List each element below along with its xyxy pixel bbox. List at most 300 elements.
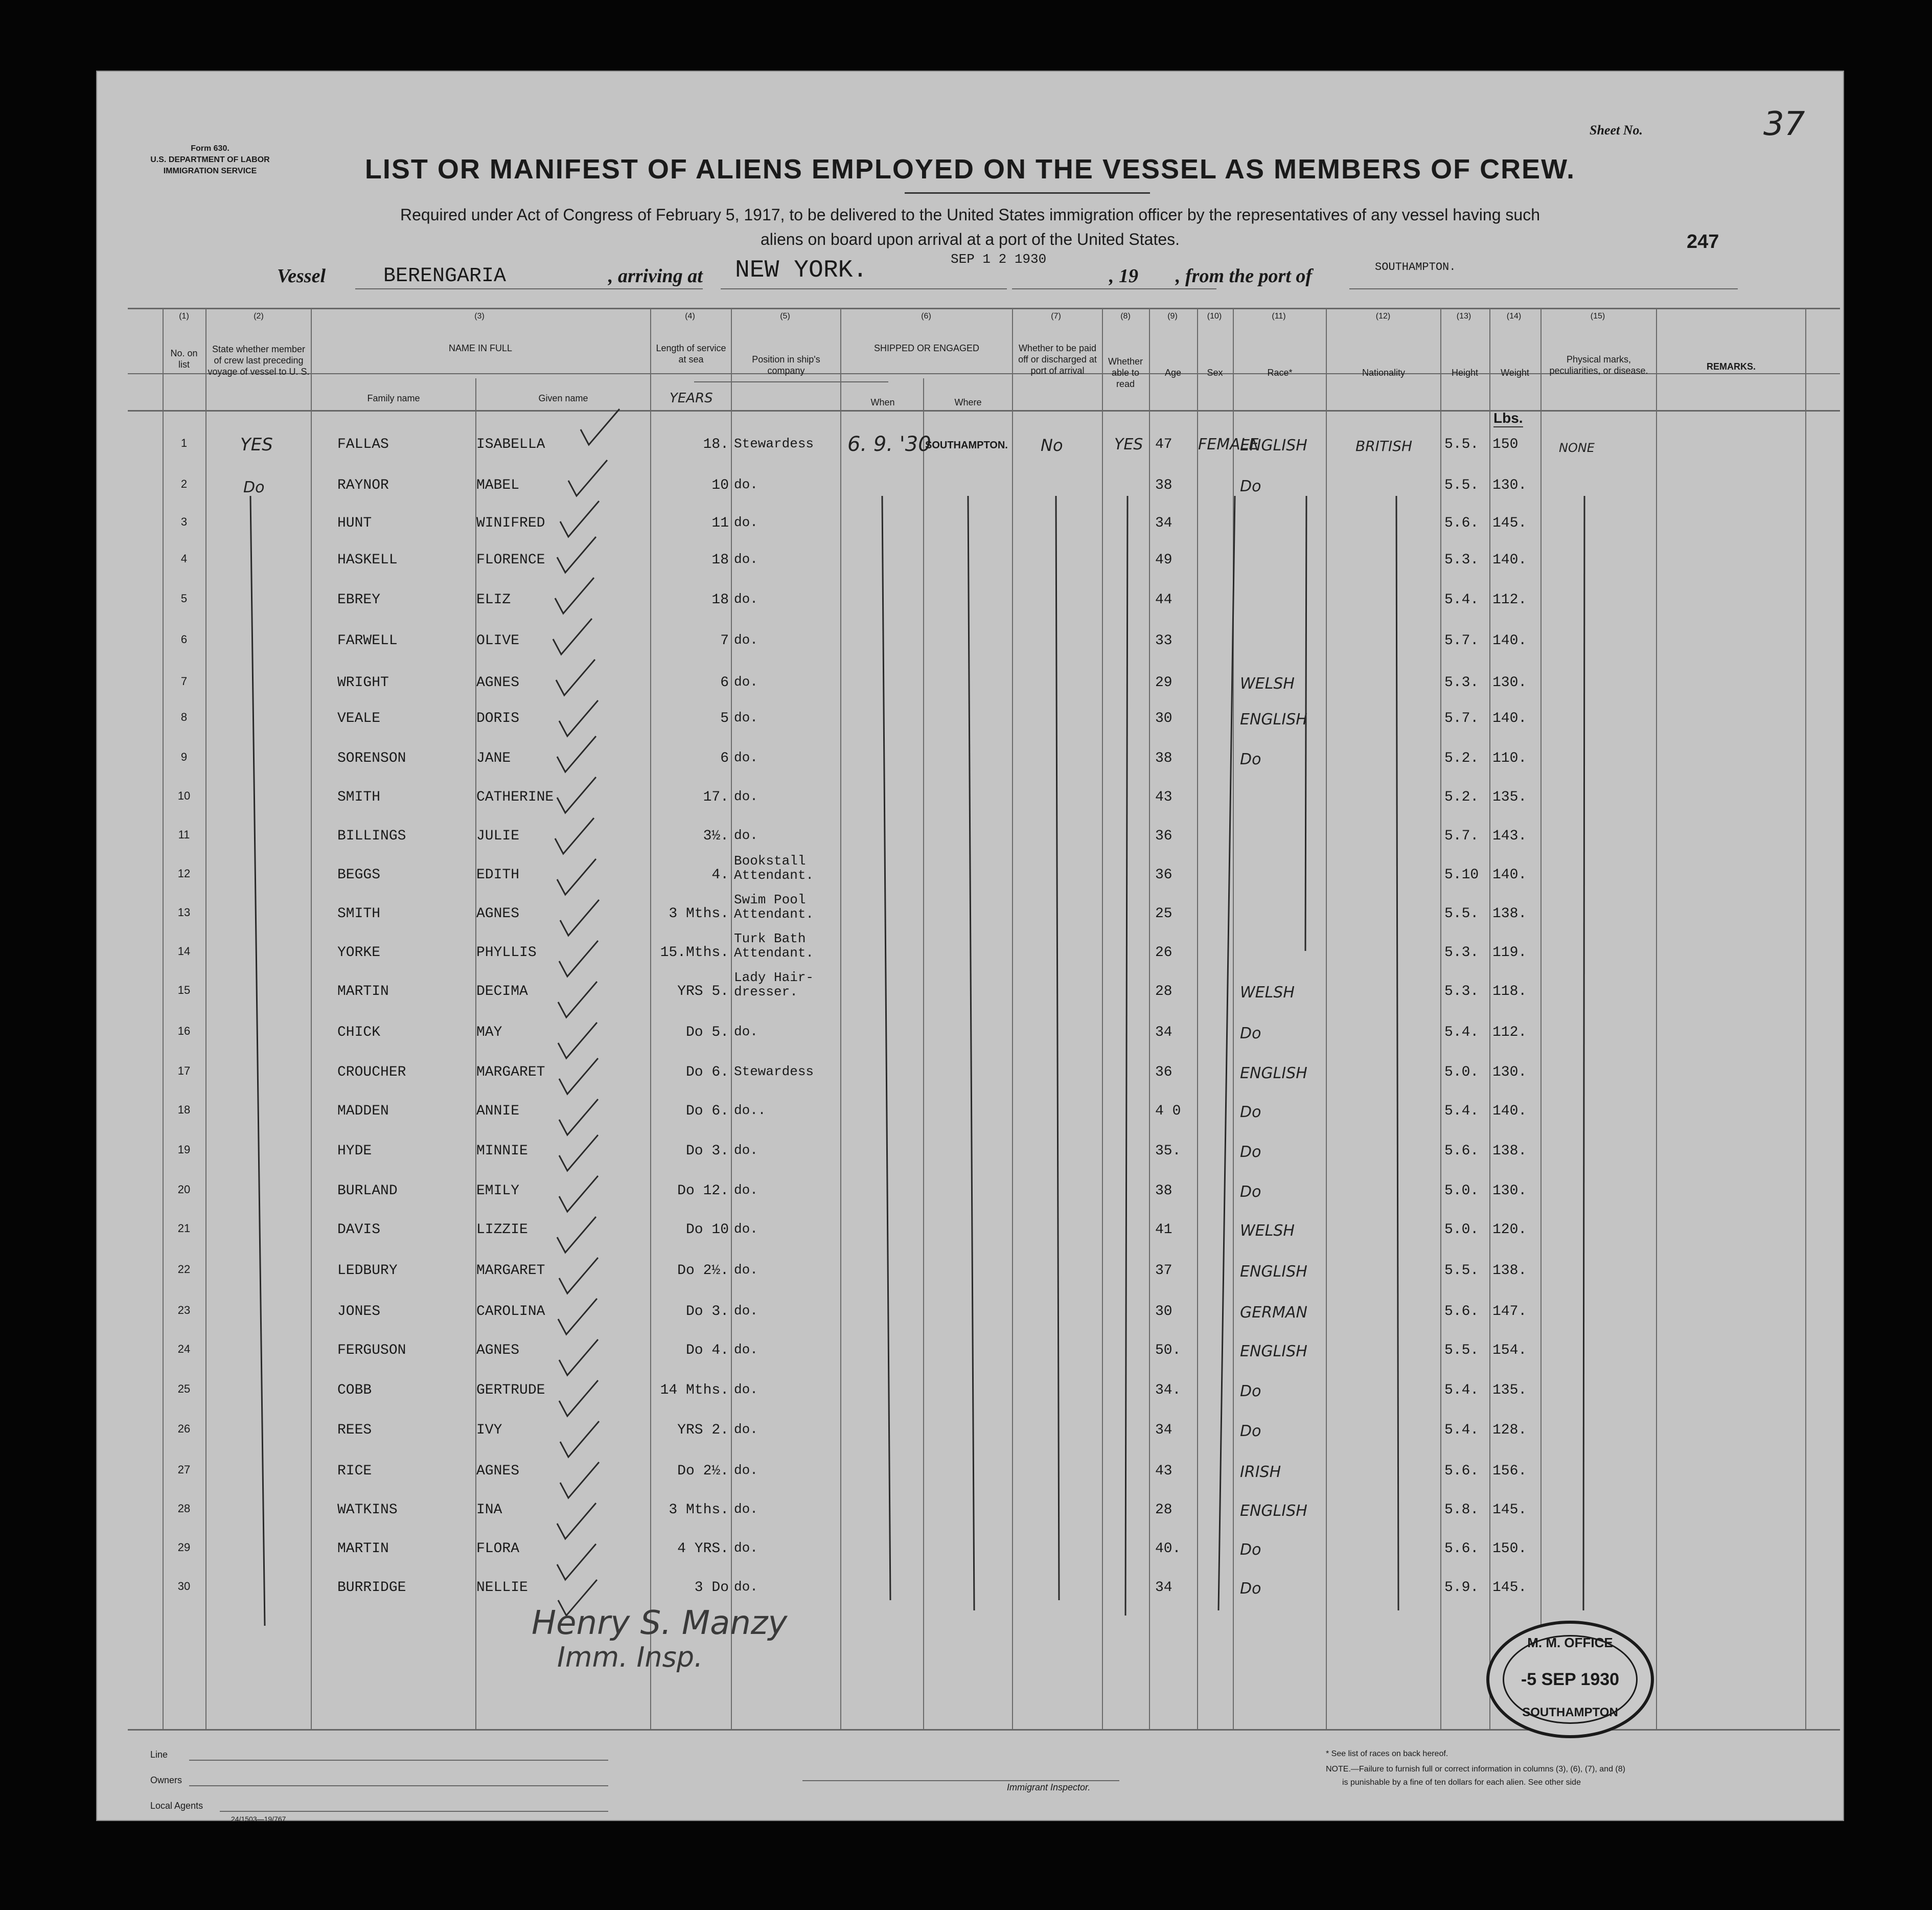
- family-name: HYDE: [337, 1143, 372, 1159]
- race: IRISH: [1240, 1463, 1281, 1481]
- paid-off-value: No: [1041, 436, 1063, 455]
- row-number: 2: [180, 478, 188, 490]
- row-number: 7: [180, 675, 188, 688]
- weight: 112.: [1492, 1025, 1527, 1040]
- age: 28: [1155, 1502, 1172, 1518]
- length-of-service: YRS 2.: [677, 1422, 729, 1438]
- height: 5.3.: [1444, 984, 1479, 999]
- inspector-signature-title: Imm. Insp.: [557, 1641, 703, 1673]
- race: Do: [1240, 1422, 1261, 1440]
- family-name: JONES: [337, 1304, 381, 1320]
- row-number: 12: [177, 867, 191, 880]
- height: 5.5.: [1444, 1343, 1479, 1358]
- position: do.: [734, 1422, 758, 1437]
- length-of-service: 3½.: [703, 828, 729, 844]
- header-shipped-engaged: SHIPPED OR ENGAGED: [873, 343, 980, 353]
- given-name: CATHERINE: [476, 789, 554, 805]
- age: 34: [1155, 1580, 1172, 1596]
- age: 30: [1155, 711, 1172, 726]
- height: 5.2.: [1444, 751, 1479, 766]
- height: 5.4.: [1444, 1025, 1479, 1040]
- family-name: RAYNOR: [337, 478, 389, 493]
- length-of-service: 10: [711, 478, 729, 493]
- weight-unit: Lbs.: [1493, 410, 1523, 427]
- race: ENGLISH: [1240, 1343, 1307, 1360]
- race: Do: [1240, 1541, 1261, 1559]
- height: 5.6.: [1444, 1143, 1479, 1159]
- family-name: DAVIS: [337, 1222, 381, 1238]
- given-name: GERTRUDE: [476, 1382, 545, 1398]
- weight: 135.: [1492, 1382, 1527, 1398]
- position: do.: [734, 710, 758, 725]
- family-name: BEGGS: [337, 867, 381, 883]
- given-name: CAROLINA: [476, 1304, 545, 1320]
- column-number: (14): [1506, 312, 1522, 321]
- position: do.: [734, 1183, 758, 1198]
- family-name: FALLAS: [337, 437, 389, 452]
- age: 29: [1155, 675, 1172, 691]
- family-name: SMITH: [337, 789, 381, 805]
- height: 5.9.: [1444, 1580, 1479, 1596]
- footer-agents-label: Local Agents: [150, 1801, 203, 1811]
- weight: 145.: [1492, 1580, 1527, 1596]
- header-length-of-service: Length of service at sea: [656, 343, 726, 365]
- length-of-service: Do 10: [685, 1222, 729, 1238]
- row-number: 27: [177, 1463, 191, 1476]
- form-number: Form 630.: [191, 144, 229, 153]
- race: ENGLISH: [1240, 1064, 1307, 1082]
- weight: 140.: [1492, 633, 1527, 649]
- weight: 140.: [1492, 552, 1527, 568]
- family-name: HUNT: [337, 515, 372, 531]
- weight: 143.: [1492, 828, 1527, 844]
- position: do.: [734, 632, 758, 648]
- row-number: 10: [177, 789, 191, 802]
- given-name: AGNES: [476, 1463, 520, 1479]
- row-number: 15: [177, 984, 191, 996]
- row-number: 16: [177, 1025, 191, 1037]
- length-of-service: 18: [711, 592, 729, 608]
- race: ENGLISH: [1240, 1263, 1307, 1281]
- given-name: ELIZ: [476, 592, 511, 608]
- from-port-label: , from the port of: [1176, 265, 1313, 287]
- height: 5.5.: [1444, 437, 1479, 452]
- row-number: 25: [177, 1382, 191, 1395]
- footer-owners-label: Owners: [150, 1775, 182, 1785]
- vessel-label: Vessel: [277, 265, 326, 287]
- weight: 110.: [1492, 751, 1527, 766]
- weight: 130.: [1492, 1064, 1527, 1080]
- header-sex: Sex: [1207, 368, 1223, 378]
- family-name: CROUCHER: [337, 1064, 406, 1080]
- height: 5.5.: [1444, 478, 1479, 493]
- weight: 128.: [1492, 1422, 1527, 1438]
- given-name: MINNIE: [476, 1143, 528, 1159]
- race: Do: [1240, 751, 1261, 768]
- age: 34: [1155, 515, 1172, 531]
- given-name: EMILY: [476, 1183, 520, 1199]
- header-able-to-read: Whether able to read: [1108, 356, 1143, 389]
- footer-agents-rule: [220, 1811, 608, 1812]
- row-number: 19: [177, 1143, 191, 1156]
- column-number: (12): [1375, 312, 1391, 321]
- from-port: SOUTHAMPTON.: [1375, 261, 1456, 274]
- inspector-rule: [802, 1780, 1119, 1781]
- footer-note-3: is punishable by a fine of ten dollars for each alien. See other side: [1342, 1778, 1581, 1787]
- height: 5.7.: [1444, 711, 1479, 726]
- member-ditto: Do: [243, 479, 265, 496]
- row-number: 17: [177, 1064, 191, 1077]
- given-name: ANNIE: [476, 1103, 520, 1119]
- given-name: AGNES: [476, 906, 520, 922]
- age: 28: [1155, 984, 1172, 999]
- length-of-service: 18.: [703, 437, 729, 452]
- given-name: MAY: [476, 1025, 502, 1040]
- column-number: (9): [1167, 312, 1178, 321]
- weight: 138.: [1492, 1143, 1527, 1159]
- race: Do: [1240, 1143, 1261, 1161]
- position: Stewardess: [734, 1064, 814, 1079]
- age: 47: [1155, 437, 1172, 452]
- family-name: REES: [337, 1422, 372, 1438]
- weight: 150: [1492, 437, 1519, 452]
- given-name: JULIE: [476, 828, 520, 844]
- family-name: MADDEN: [337, 1103, 389, 1119]
- header-paid-off: Whether to be paid off or discharged at port of arrival: [1018, 343, 1097, 376]
- length-of-service: YRS 5.: [677, 984, 729, 999]
- length-of-service: Do 4.: [685, 1343, 729, 1358]
- age: 35.: [1155, 1143, 1181, 1159]
- inspector-signature: Henry S. Manzy: [532, 1604, 788, 1642]
- race: Do: [1240, 1580, 1261, 1598]
- family-name: HASKELL: [337, 552, 398, 568]
- length-of-service: 6: [720, 751, 729, 766]
- weight: 135.: [1492, 789, 1527, 805]
- race: ENGLISH: [1240, 711, 1307, 729]
- height: 5.3.: [1444, 552, 1479, 568]
- vessel-name: BERENGARIA: [383, 265, 507, 288]
- given-name: LIZZIE: [476, 1222, 528, 1238]
- column-number: (13): [1456, 312, 1471, 321]
- age: 36: [1155, 1064, 1172, 1080]
- family-name: CHICK: [337, 1025, 381, 1040]
- age: 36: [1155, 867, 1172, 883]
- age: 44: [1155, 592, 1172, 608]
- length-of-service: Do 3.: [685, 1304, 729, 1320]
- family-name: EBREY: [337, 592, 381, 608]
- length-of-service: 15.Mths.: [660, 945, 729, 961]
- row-number: 9: [180, 751, 188, 763]
- race: Do: [1240, 1183, 1261, 1201]
- height: 5.4.: [1444, 1422, 1479, 1438]
- weight: 145.: [1492, 1502, 1527, 1518]
- family-name: VEALE: [337, 711, 381, 726]
- header-physical-marks: Physical marks, peculiarities, or disease.: [1549, 354, 1648, 376]
- age: 34.: [1155, 1382, 1181, 1398]
- row-number: 6: [180, 633, 188, 646]
- age: 36: [1155, 828, 1172, 844]
- row-number: 13: [177, 906, 191, 919]
- office-stamp: [1486, 1621, 1654, 1738]
- age: 50.: [1155, 1343, 1181, 1358]
- header-height: Height: [1451, 368, 1479, 378]
- given-name: DECIMA: [476, 984, 528, 999]
- family-name: BILLINGS: [337, 828, 406, 844]
- page-number: 247: [1687, 231, 1719, 253]
- height: 5.6.: [1444, 515, 1479, 531]
- check-marks: [553, 409, 619, 1616]
- height: 5.0.: [1444, 1064, 1479, 1080]
- weight: 150.: [1492, 1541, 1527, 1557]
- position: Turk Bath Attendant.: [734, 931, 814, 961]
- weight: 147.: [1492, 1304, 1527, 1320]
- length-of-service: Do 2½.: [677, 1263, 729, 1279]
- age: 26: [1155, 945, 1172, 961]
- given-name: OLIVE: [476, 633, 520, 649]
- row-number: 4: [180, 552, 188, 565]
- position: do.: [734, 1382, 758, 1397]
- length-of-service: 4 YRS.: [677, 1541, 729, 1557]
- height: 5.5.: [1444, 906, 1479, 922]
- footer-line-label: Line: [150, 1749, 168, 1760]
- family-name: BURRIDGE: [337, 1580, 406, 1596]
- weight: 118.: [1492, 984, 1527, 999]
- physical-marks-value: NONE: [1559, 441, 1595, 455]
- shipped-when: 6. 9. '30: [847, 433, 931, 456]
- header-name-in-full: NAME IN FULL: [448, 343, 513, 353]
- header-weight: Weight: [1501, 368, 1529, 378]
- stamp-bottom-text: SOUTHAMPTON: [1522, 1706, 1618, 1719]
- family-name: MARTIN: [337, 984, 389, 999]
- family-name: WATKINS: [337, 1502, 398, 1518]
- position: do.: [734, 1540, 758, 1556]
- race: Do: [1240, 1382, 1261, 1400]
- age: 34: [1155, 1025, 1172, 1040]
- age: 34: [1155, 1422, 1172, 1438]
- race: Do: [1240, 1025, 1261, 1042]
- age: 38: [1155, 751, 1172, 766]
- family-name: RICE: [337, 1463, 372, 1479]
- position: do.: [734, 1502, 758, 1517]
- weight: 140.: [1492, 867, 1527, 883]
- given-name: DORIS: [476, 711, 520, 726]
- header-given-name: Given name: [538, 393, 588, 403]
- weight: 156.: [1492, 1463, 1527, 1479]
- footer-line-rule: [189, 1760, 608, 1761]
- given-name: INA: [476, 1502, 502, 1518]
- header-when: When: [870, 397, 895, 407]
- length-of-service: Do 6.: [685, 1103, 729, 1119]
- height: 5.7.: [1444, 828, 1479, 844]
- length-of-service: Do 3.: [685, 1143, 729, 1159]
- length-of-service: 3 Mths.: [669, 1502, 729, 1518]
- department: U.S. DEPARTMENT OF LABOR: [150, 155, 270, 164]
- height: 5.4.: [1444, 1382, 1479, 1398]
- family-name: FERGUSON: [337, 1343, 406, 1358]
- length-of-service: Do 5.: [685, 1025, 729, 1040]
- given-name: PHYLLIS: [476, 945, 537, 961]
- footer-inspector-label: Immigrant Inspector.: [1007, 1782, 1091, 1792]
- height: 5.5.: [1444, 1263, 1479, 1279]
- family-name: MARTIN: [337, 1541, 389, 1557]
- length-of-service: Do 12.: [677, 1183, 729, 1199]
- given-name: AGNES: [476, 675, 520, 691]
- column-number: (4): [685, 312, 695, 321]
- weight: 138.: [1492, 1263, 1527, 1279]
- age: 4 0: [1155, 1103, 1181, 1119]
- height: 5.6.: [1444, 1541, 1479, 1557]
- row-number: 8: [180, 711, 188, 723]
- manifest-sheet: [96, 71, 1844, 1821]
- row-number: 23: [177, 1304, 191, 1316]
- position: do.: [734, 1342, 758, 1357]
- footer-note-1: * See list of races on back hereof.: [1326, 1749, 1448, 1758]
- column-number: (2): [254, 312, 264, 321]
- race: ENGLISH: [1240, 1502, 1307, 1520]
- weight: 119.: [1492, 945, 1527, 961]
- row-number: 30: [177, 1580, 191, 1593]
- age: 25: [1155, 906, 1172, 922]
- position: do.: [734, 1221, 758, 1237]
- footer-owners-rule: [189, 1785, 608, 1786]
- column-number: (11): [1272, 312, 1286, 321]
- column-number: (5): [780, 312, 790, 321]
- ditto-strokes: [97, 72, 1843, 1820]
- race: WELSH: [1240, 984, 1295, 1002]
- row-number: 11: [178, 828, 190, 841]
- family-name: BURLAND: [337, 1183, 398, 1199]
- column-number: (15): [1590, 312, 1605, 321]
- family-name: SORENSON: [337, 751, 406, 766]
- height: 5.6.: [1444, 1463, 1479, 1479]
- family-name: SMITH: [337, 906, 381, 922]
- height: 5.6.: [1444, 1304, 1479, 1320]
- arriving-label: , arriving at: [608, 265, 703, 287]
- weight: 130.: [1492, 478, 1527, 493]
- given-name: MARGARET: [476, 1064, 545, 1080]
- position: do..: [734, 1103, 766, 1118]
- height: 5.0.: [1444, 1222, 1479, 1238]
- stamp-top-text: M. M. OFFICE: [1527, 1635, 1613, 1650]
- position: do.: [734, 750, 758, 765]
- header-length-unit: YEARS: [670, 391, 713, 406]
- weight: 140.: [1492, 1103, 1527, 1119]
- race: Do: [1240, 478, 1261, 495]
- height: 5.10: [1444, 867, 1479, 883]
- nationality-value: BRITISH: [1355, 438, 1413, 454]
- row-number: 20: [177, 1183, 191, 1196]
- requirement-line-1: Required under Act of Congress of February 5, 1917, to be delivered to the United States immigration officer by the representatives of any vessel having such: [400, 206, 1540, 224]
- given-name: WINIFRED: [476, 515, 545, 531]
- age: 33: [1155, 633, 1172, 649]
- weight: 130.: [1492, 675, 1527, 691]
- position: do.: [734, 1579, 758, 1595]
- header-member-last-voyage: State whether member of crew last preceding voyage of vessel to U. S.: [208, 344, 310, 377]
- row-number: 21: [177, 1222, 191, 1235]
- header-position: Position in ship's company: [752, 354, 820, 376]
- length-of-service: Do 6.: [685, 1064, 729, 1080]
- row-number: 26: [177, 1422, 191, 1435]
- family-name: FARWELL: [337, 633, 398, 649]
- height: 5.0.: [1444, 1183, 1479, 1199]
- age: 30: [1155, 1304, 1172, 1320]
- position: do.: [734, 1024, 758, 1039]
- position: do.: [734, 674, 758, 690]
- length-of-service: 11: [711, 515, 729, 531]
- race: WELSH: [1240, 675, 1295, 693]
- age: 43: [1155, 1463, 1172, 1479]
- row-number: 24: [177, 1343, 191, 1355]
- position: Lady Hair-dresser.: [734, 970, 814, 999]
- length-of-service: 18: [711, 552, 729, 568]
- header-nationality: Nationality: [1362, 368, 1406, 378]
- sheet-number: 37: [1763, 105, 1805, 143]
- given-name: JANE: [476, 751, 511, 766]
- arrival-date-stamp: SEP 1 2 1930: [951, 252, 1047, 267]
- length-of-service: 6: [720, 675, 729, 691]
- row-number: 3: [180, 515, 188, 528]
- family-name: YORKE: [337, 945, 381, 961]
- height: 5.4.: [1444, 1103, 1479, 1119]
- member-yes: YES: [240, 435, 273, 455]
- height: 5.3.: [1444, 945, 1479, 961]
- age: 49: [1155, 552, 1172, 568]
- column-number: (6): [921, 312, 931, 321]
- row-number: 14: [177, 945, 191, 958]
- column-number: (7): [1051, 312, 1061, 321]
- footer-print-code: 24/1503—19/767: [231, 1815, 286, 1823]
- column-number: (10): [1207, 312, 1222, 321]
- requirement-line-2: aliens on board upon arrival at a port of the United States.: [760, 230, 1180, 248]
- weight: 130.: [1492, 1183, 1527, 1199]
- given-name: EDITH: [476, 867, 520, 883]
- column-number: (1): [179, 312, 189, 321]
- height: 5.4.: [1444, 592, 1479, 608]
- sex-value: FEMALE: [1198, 436, 1259, 453]
- arriving-port: NEW YORK.: [735, 257, 868, 284]
- age: 41: [1155, 1222, 1172, 1238]
- position: do.: [734, 828, 758, 843]
- height: 5.8.: [1444, 1502, 1479, 1518]
- row-number: 1: [180, 437, 188, 449]
- position: do.: [734, 789, 758, 804]
- service: IMMIGRATION SERVICE: [163, 167, 257, 175]
- position: do.: [734, 592, 758, 607]
- given-name: ISABELLA: [476, 437, 545, 452]
- position: do.: [734, 552, 758, 567]
- height: 5.2.: [1444, 789, 1479, 805]
- height: 5.3.: [1444, 675, 1479, 691]
- length-of-service: 5: [720, 711, 729, 726]
- shipped-where: SOUTHAMPTON.: [925, 440, 1008, 451]
- given-name: FLORENCE: [476, 552, 545, 568]
- family-name: COBB: [337, 1382, 372, 1398]
- given-name: AGNES: [476, 1343, 520, 1358]
- length-of-service: 3 Do: [694, 1580, 729, 1596]
- position: do.: [734, 1303, 758, 1318]
- able-to-read-value: YES: [1114, 436, 1143, 453]
- year-label: , 19: [1109, 265, 1138, 287]
- family-name: LEDBURY: [337, 1263, 398, 1279]
- age: 37: [1155, 1263, 1172, 1279]
- weight: 112.: [1492, 592, 1527, 608]
- sheet-label: Sheet No.: [1590, 123, 1643, 138]
- position: do.: [734, 1463, 758, 1478]
- header-no-on-list: No. on list: [170, 348, 198, 370]
- age: 43: [1155, 789, 1172, 805]
- position: Swim Pool Attendant.: [734, 892, 814, 922]
- row-number: 18: [177, 1103, 191, 1116]
